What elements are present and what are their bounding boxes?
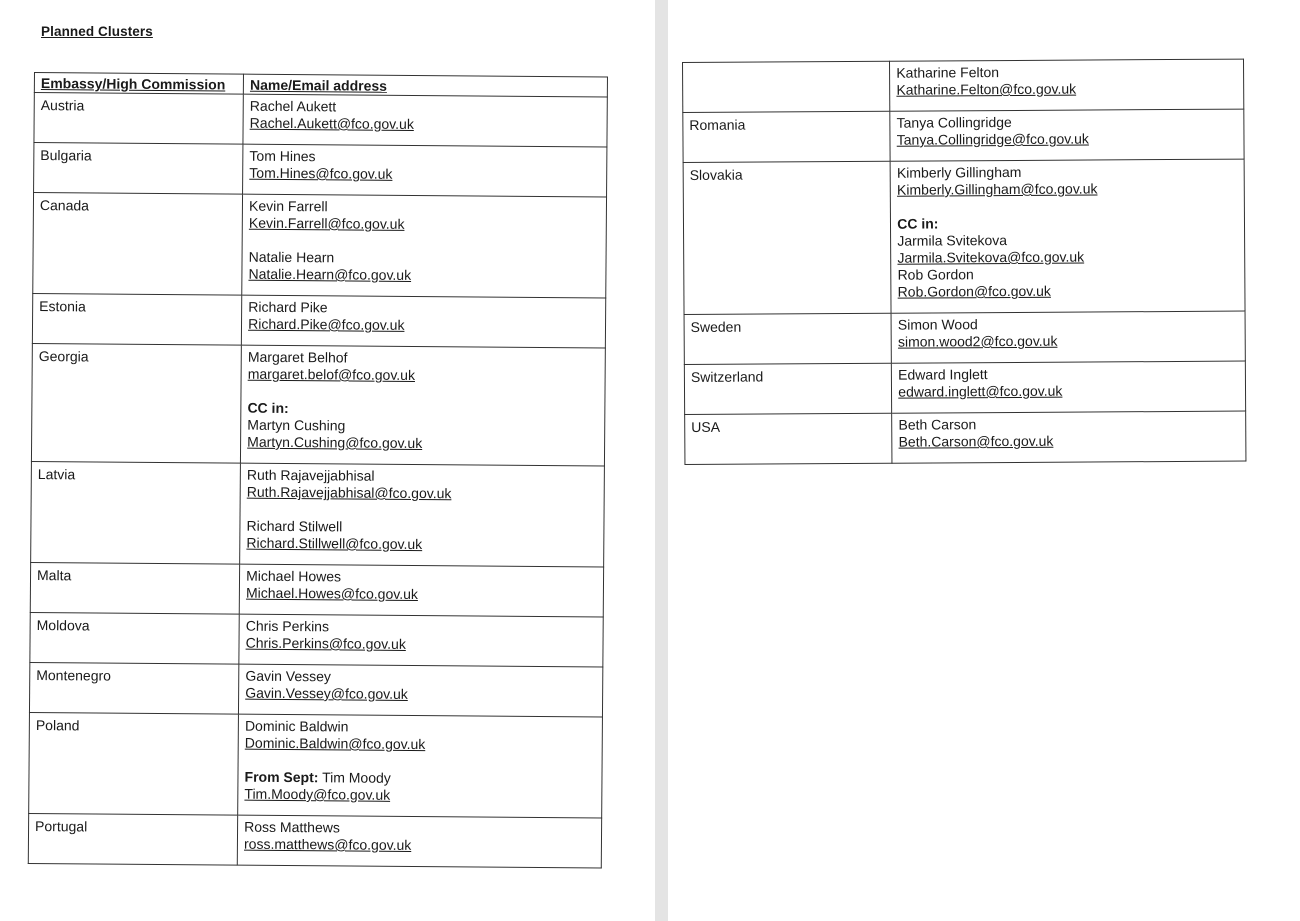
contact-entry: [897, 163, 1238, 199]
contact-name: Natalie Hearn: [248, 248, 335, 266]
contact-cell: [243, 144, 607, 197]
contact-email-link[interactable]: Ruth.Rajavejjabhisal@fco.gov.uk: [246, 483, 452, 502]
contact-email-link[interactable]: Richard.Stillwell@fco.gov.uk: [246, 534, 423, 553]
contact-name: Richard Pike: [248, 298, 328, 316]
contact-name: Ross Matthews: [244, 818, 340, 836]
header-name-email: Name/Email address: [243, 74, 607, 97]
contact-cell: [239, 614, 603, 667]
document-title: Planned Clusters: [41, 24, 153, 39]
contact-name: Simon Wood: [897, 316, 978, 333]
contact-email-link[interactable]: Katharine.Felton@fco.gov.uk: [896, 80, 1077, 98]
contact-cell: [890, 59, 1244, 111]
cc-contact-name: Rob Gordon: [897, 266, 974, 283]
contact-name: Gavin Vessey: [245, 667, 332, 685]
cc-contact-name: Martyn Cushing: [247, 416, 346, 434]
country-cell: Poland: [29, 712, 239, 815]
page-gutter: [655, 0, 668, 921]
cc-contact-email-link[interactable]: Rob.Gordon@fco.gov.uk: [897, 282, 1051, 300]
contact-entry: [248, 349, 599, 386]
country-cell: Georgia: [31, 343, 241, 463]
contact-entry: [248, 299, 599, 336]
contact-name: Richard Stilwell: [246, 517, 343, 535]
contact-email-link[interactable]: Natalie.Hearn@fco.gov.uk: [248, 265, 412, 283]
contact-email-link[interactable]: edward.inglett@fco.gov.uk: [898, 382, 1063, 400]
table-row: [29, 662, 602, 716]
table-row: [684, 361, 1245, 414]
contact-cell: [239, 564, 603, 617]
contact-name: Kimberly Gillingham: [896, 163, 1022, 181]
cc-contacts: [247, 417, 598, 454]
table-row: [685, 411, 1246, 464]
contact-entry: [246, 518, 597, 555]
cc-in-label: CC in:: [247, 399, 289, 417]
header-embassy: Embassy/High Commission: [34, 73, 243, 95]
country-cell: Estonia: [32, 293, 241, 345]
contact-email-link[interactable]: Gavin.Vessey@fco.gov.uk: [245, 684, 408, 702]
contact-cell: [240, 463, 605, 567]
contact-entry: [249, 148, 600, 185]
contact-name: Katharine Felton: [896, 64, 1000, 81]
contact-entry: [249, 198, 600, 235]
country-cell: Romania: [683, 111, 891, 162]
contact-name: Tanya Collingridge: [896, 113, 1012, 131]
cc-contact-entry: [247, 417, 598, 454]
country-cell: Bulgaria: [34, 143, 243, 195]
contact-cell: [241, 295, 605, 348]
table-row: [33, 193, 607, 298]
contact-name: Edward Inglett: [898, 366, 988, 383]
contact-entry: [244, 819, 595, 856]
cc-contact-entry: [897, 265, 1238, 301]
country-cell: Portugal: [28, 813, 237, 865]
table-row: [31, 461, 605, 566]
contact-email-link[interactable]: Kevin.Farrell@fco.gov.uk: [248, 214, 405, 232]
contact-cell: [239, 664, 603, 717]
contact-name: Michael Howes: [246, 567, 342, 585]
contact-email-link[interactable]: Tom.Hines@fco.gov.uk: [249, 164, 393, 182]
table-row: [30, 562, 603, 616]
from-sept-entry: [244, 769, 595, 806]
cc-contact-name: Jarmila Svitekova: [897, 232, 1008, 249]
contact-entry: [245, 668, 596, 705]
table-row: [683, 159, 1245, 314]
contact-cell: [892, 361, 1246, 413]
contact-email-link[interactable]: margaret.belof@fco.gov.uk: [247, 365, 416, 384]
contact-cell: [237, 815, 601, 868]
cc-contact-entry: [897, 231, 1238, 267]
contact-cell: [892, 411, 1246, 463]
country-cell: Sweden: [684, 313, 892, 364]
country-cell: Montenegro: [29, 662, 238, 714]
contact-entry: [248, 249, 599, 286]
from-sept-name: Tim Moody: [322, 769, 391, 786]
contact-cell: [242, 194, 607, 298]
country-cell: Austria: [34, 93, 243, 145]
table-row: [28, 813, 601, 867]
country-cell: Slovakia: [683, 161, 891, 314]
country-cell: Switzerland: [684, 363, 892, 414]
contact-email-link[interactable]: Dominic.Baldwin@fco.gov.uk: [244, 734, 426, 753]
cc-contacts: [897, 231, 1238, 301]
contact-name: Kevin Farrell: [249, 197, 328, 215]
contact-cell: [238, 714, 603, 818]
cc-in-label: CC in:: [897, 215, 939, 232]
cc-contact-email-link[interactable]: Jarmila.Svitekova@fco.gov.uk: [897, 248, 1085, 266]
contact-entry: [245, 718, 596, 755]
contact-email-link[interactable]: Rachel.Aukett@fco.gov.uk: [249, 114, 414, 132]
table-row: [30, 612, 603, 666]
contact-name: Chris Perkins: [245, 617, 330, 635]
country-cell: Moldova: [30, 612, 239, 664]
table-row: [31, 343, 605, 465]
contact-entry: [246, 568, 597, 605]
table-row: [32, 293, 605, 347]
contact-name: Ruth Rajavejjabhisal: [246, 466, 375, 484]
contact-email-link[interactable]: ross.matthews@fco.gov.uk: [243, 835, 412, 853]
country-cell: Malta: [30, 562, 239, 614]
contact-email-link[interactable]: Michael.Howes@fco.gov.uk: [245, 584, 419, 603]
country-cell: Latvia: [31, 461, 241, 564]
contact-name: Beth Carson: [898, 416, 977, 433]
contact-entry: [898, 415, 1239, 451]
contact-email-link[interactable]: Tanya.Collingridge@fco.gov.uk: [896, 130, 1089, 148]
country-cell: USA: [685, 413, 893, 464]
table-row: [683, 59, 1244, 112]
contact-email-link[interactable]: Beth.Carson@fco.gov.uk: [898, 432, 1054, 450]
contact-name: Rachel Aukett: [249, 97, 337, 115]
contact-entry: [898, 365, 1239, 401]
table-row: [683, 109, 1244, 162]
table-row: [34, 143, 607, 197]
from-sept-label: From Sept:: [244, 768, 319, 786]
contact-email-link[interactable]: Chris.Perkins@fco.gov.uk: [245, 634, 406, 652]
contact-cell: [241, 345, 606, 466]
contact-email-link[interactable]: Richard.Pike@fco.gov.uk: [248, 315, 405, 333]
contact-entry: [247, 467, 598, 504]
clusters-table-page-1: [28, 72, 608, 868]
cc-contact-email-link[interactable]: Martyn.Cushing@fco.gov.uk: [247, 433, 423, 452]
contact-entry: [898, 315, 1239, 351]
contact-entry: [896, 63, 1237, 99]
table-row: [34, 93, 607, 147]
contact-email-link[interactable]: Kimberly.Gillingham@fco.gov.uk: [896, 180, 1098, 198]
contact-name: Dominic Baldwin: [244, 717, 349, 735]
from-sept-email-link[interactable]: Tim.Moody@fco.gov.uk: [244, 785, 391, 803]
contact-entry: [897, 113, 1238, 149]
contact-cell: [891, 311, 1245, 363]
contact-name: Margaret Belhof: [247, 348, 348, 366]
contact-cell: [243, 94, 607, 147]
country-cell: [683, 61, 891, 112]
contact-entry: [250, 98, 601, 135]
contact-email-link[interactable]: simon.wood2@fco.gov.uk: [897, 332, 1058, 350]
contact-name: Tom Hines: [249, 147, 316, 165]
table-row: [29, 712, 603, 817]
contact-cell: [890, 109, 1244, 161]
country-cell: Canada: [33, 193, 243, 296]
contact-entry: [246, 618, 597, 655]
table-row: [684, 311, 1245, 364]
clusters-table-page-2: [682, 59, 1246, 465]
contact-cell: [890, 159, 1245, 313]
